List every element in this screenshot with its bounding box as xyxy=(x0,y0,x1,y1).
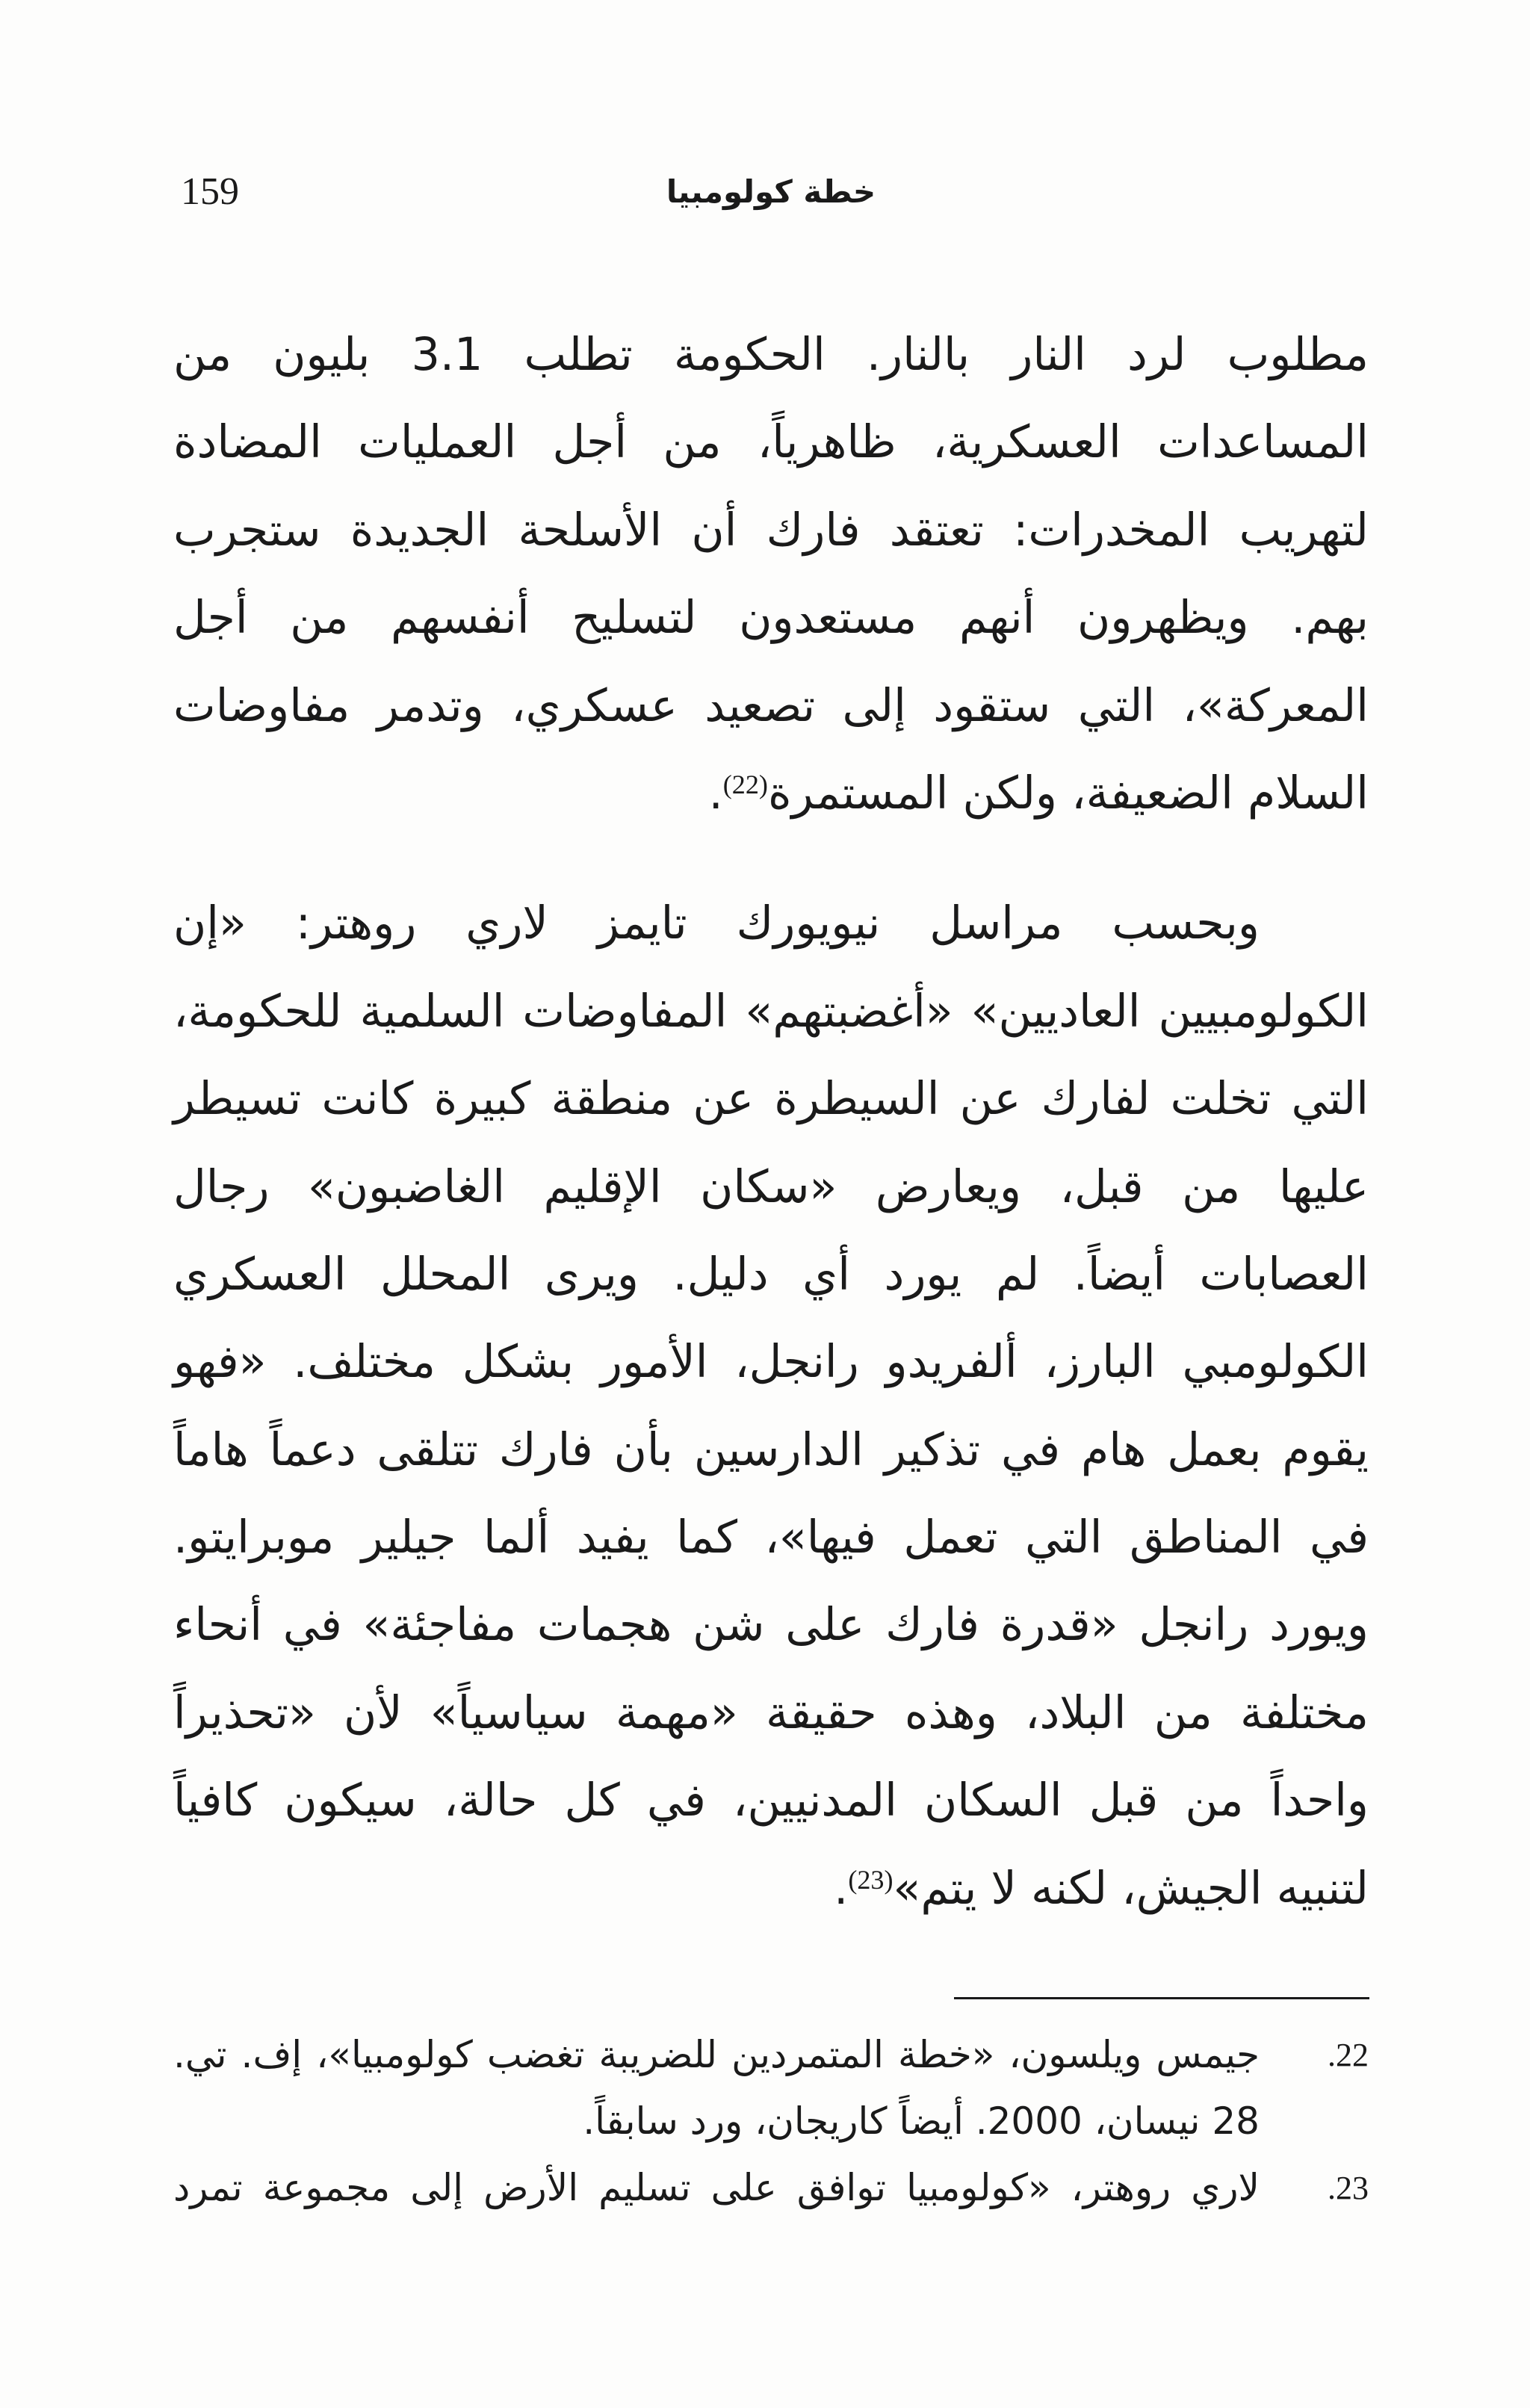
footnote-22 xyxy=(173,2022,1369,2155)
text-line xyxy=(173,880,1260,968)
line-text xyxy=(834,1863,1369,1915)
text-line xyxy=(173,399,1369,486)
line-text: بهم. ويظهرون أنهم مستعدون لتسليح أنفسهم من أجل xyxy=(173,592,1369,645)
text-line xyxy=(173,1231,1369,1319)
line-text: المساعدات العسكرية، ظاهرياً، من أجل العمليات المضادة xyxy=(173,416,1369,469)
text-line xyxy=(173,1670,1369,1757)
footnote-text xyxy=(173,2022,1260,2155)
line-text: يقوم بعمل هام في تذكير الدارسين بأن فارك تتلقى دعماً هاماً xyxy=(173,1423,1369,1476)
line-words: السلام الضعيفة، ولكن المستمرة xyxy=(767,767,1369,820)
text-line xyxy=(173,1319,1369,1406)
line-text: التي تخلت لفارك عن السيطرة عن منطقة كبيرة كانت تسيطر xyxy=(173,1073,1369,1126)
footnote-line xyxy=(173,2155,1260,2221)
line-text: الكولومبيين العاديين» «أغضبتهم» المفاوضات السلمية للحكومة، xyxy=(173,985,1369,1038)
footnote-line-text: لاري روهتر، «كولومبيا توافق على تسليم الأرض إلى مجموعة تمرد xyxy=(173,2165,1260,2209)
line-text: ويورد رانجل «قدرة فارك على شن هجمات مفاجئة» في أنحاء xyxy=(173,1599,1369,1652)
footnote-number: 23. xyxy=(1328,2169,1369,2206)
footnote-reference: (23) xyxy=(848,1864,893,1895)
footnote-line-text: 28 نيسان، 2000. أيضاً كاريجان، ورد سابقاً. xyxy=(583,2099,1260,2143)
line-text: مطلوب لرد النار بالنار. الحكومة تطلب 3.1 بليون من xyxy=(173,329,1369,381)
line-text: في المناطق التي تعمل فيها»، كما يفيد ألما جيلير موبرايتو. xyxy=(173,1511,1369,1564)
text-line xyxy=(173,1144,1369,1231)
end-punctuation: . xyxy=(708,767,723,820)
text-line xyxy=(173,750,1369,838)
footnote-text xyxy=(173,2155,1260,2221)
line-text: واحداً من قبل السكان المدنيين، في كل حالة، سيكون كافياً xyxy=(173,1774,1369,1827)
text-line xyxy=(173,1757,1369,1845)
text-line xyxy=(173,312,1369,399)
paragraph xyxy=(173,312,1369,838)
footnote-reference: (22) xyxy=(722,770,768,800)
footnote-23 xyxy=(173,2155,1369,2221)
text-line xyxy=(173,1494,1369,1582)
page-number: 159 xyxy=(181,170,239,213)
line-text xyxy=(709,767,1369,820)
text-line xyxy=(173,575,1369,662)
footnote-line-text: جيمس ويلسون، «خطة المتمردين للضريبة تغضب كولومبيا»، إف. تي. xyxy=(173,2032,1260,2076)
footnote-separator xyxy=(954,1997,1369,1999)
footnote-number: 22. xyxy=(1328,2036,1369,2073)
line-text: لتهريب المخدرات: تعتقد فارك أن الأسلحة الجديدة ستجرب xyxy=(173,504,1369,557)
line-text: وبحسب مراسل نيويورك تايمز لاري روهتر: «إن xyxy=(173,897,1260,950)
text-line xyxy=(173,663,1369,750)
text-line xyxy=(173,487,1369,575)
line-text: العصابات أيضاً. لم يورد أي دليل. ويرى المحلل العسكري xyxy=(173,1248,1369,1301)
text-line xyxy=(173,1407,1369,1494)
footnotes xyxy=(173,2022,1369,2221)
line-text: المعركة»، التي ستقود إلى تصعيد عسكري، وتدمر مفاوضات xyxy=(173,679,1369,732)
running-title: خطة كولومبيا xyxy=(666,173,876,210)
line-text: مختلفة من البلاد، وهذه حقيقة «مهمة سياسياً» لأن «تحذيراً xyxy=(173,1686,1369,1739)
text-line xyxy=(173,1582,1369,1669)
footnote-line xyxy=(173,2022,1260,2088)
text-line xyxy=(173,968,1369,1056)
end-punctuation: . xyxy=(834,1862,849,1915)
body-text xyxy=(173,312,1369,1933)
line-text: عليها من قبل، ويعارض «سكان الإقليم الغاضبون» رجال xyxy=(173,1160,1369,1213)
line-text: الكولومبي البارز، ألفريدو رانجل، الأمور بشكل مختلف. «فهو xyxy=(173,1336,1369,1389)
text-line xyxy=(173,1845,1369,1933)
footnote-line xyxy=(173,2088,1260,2155)
line-words: لتنبيه الجيش، لكنه لا يتم» xyxy=(893,1862,1369,1915)
text-line xyxy=(173,1056,1369,1143)
paragraph xyxy=(173,880,1369,1933)
